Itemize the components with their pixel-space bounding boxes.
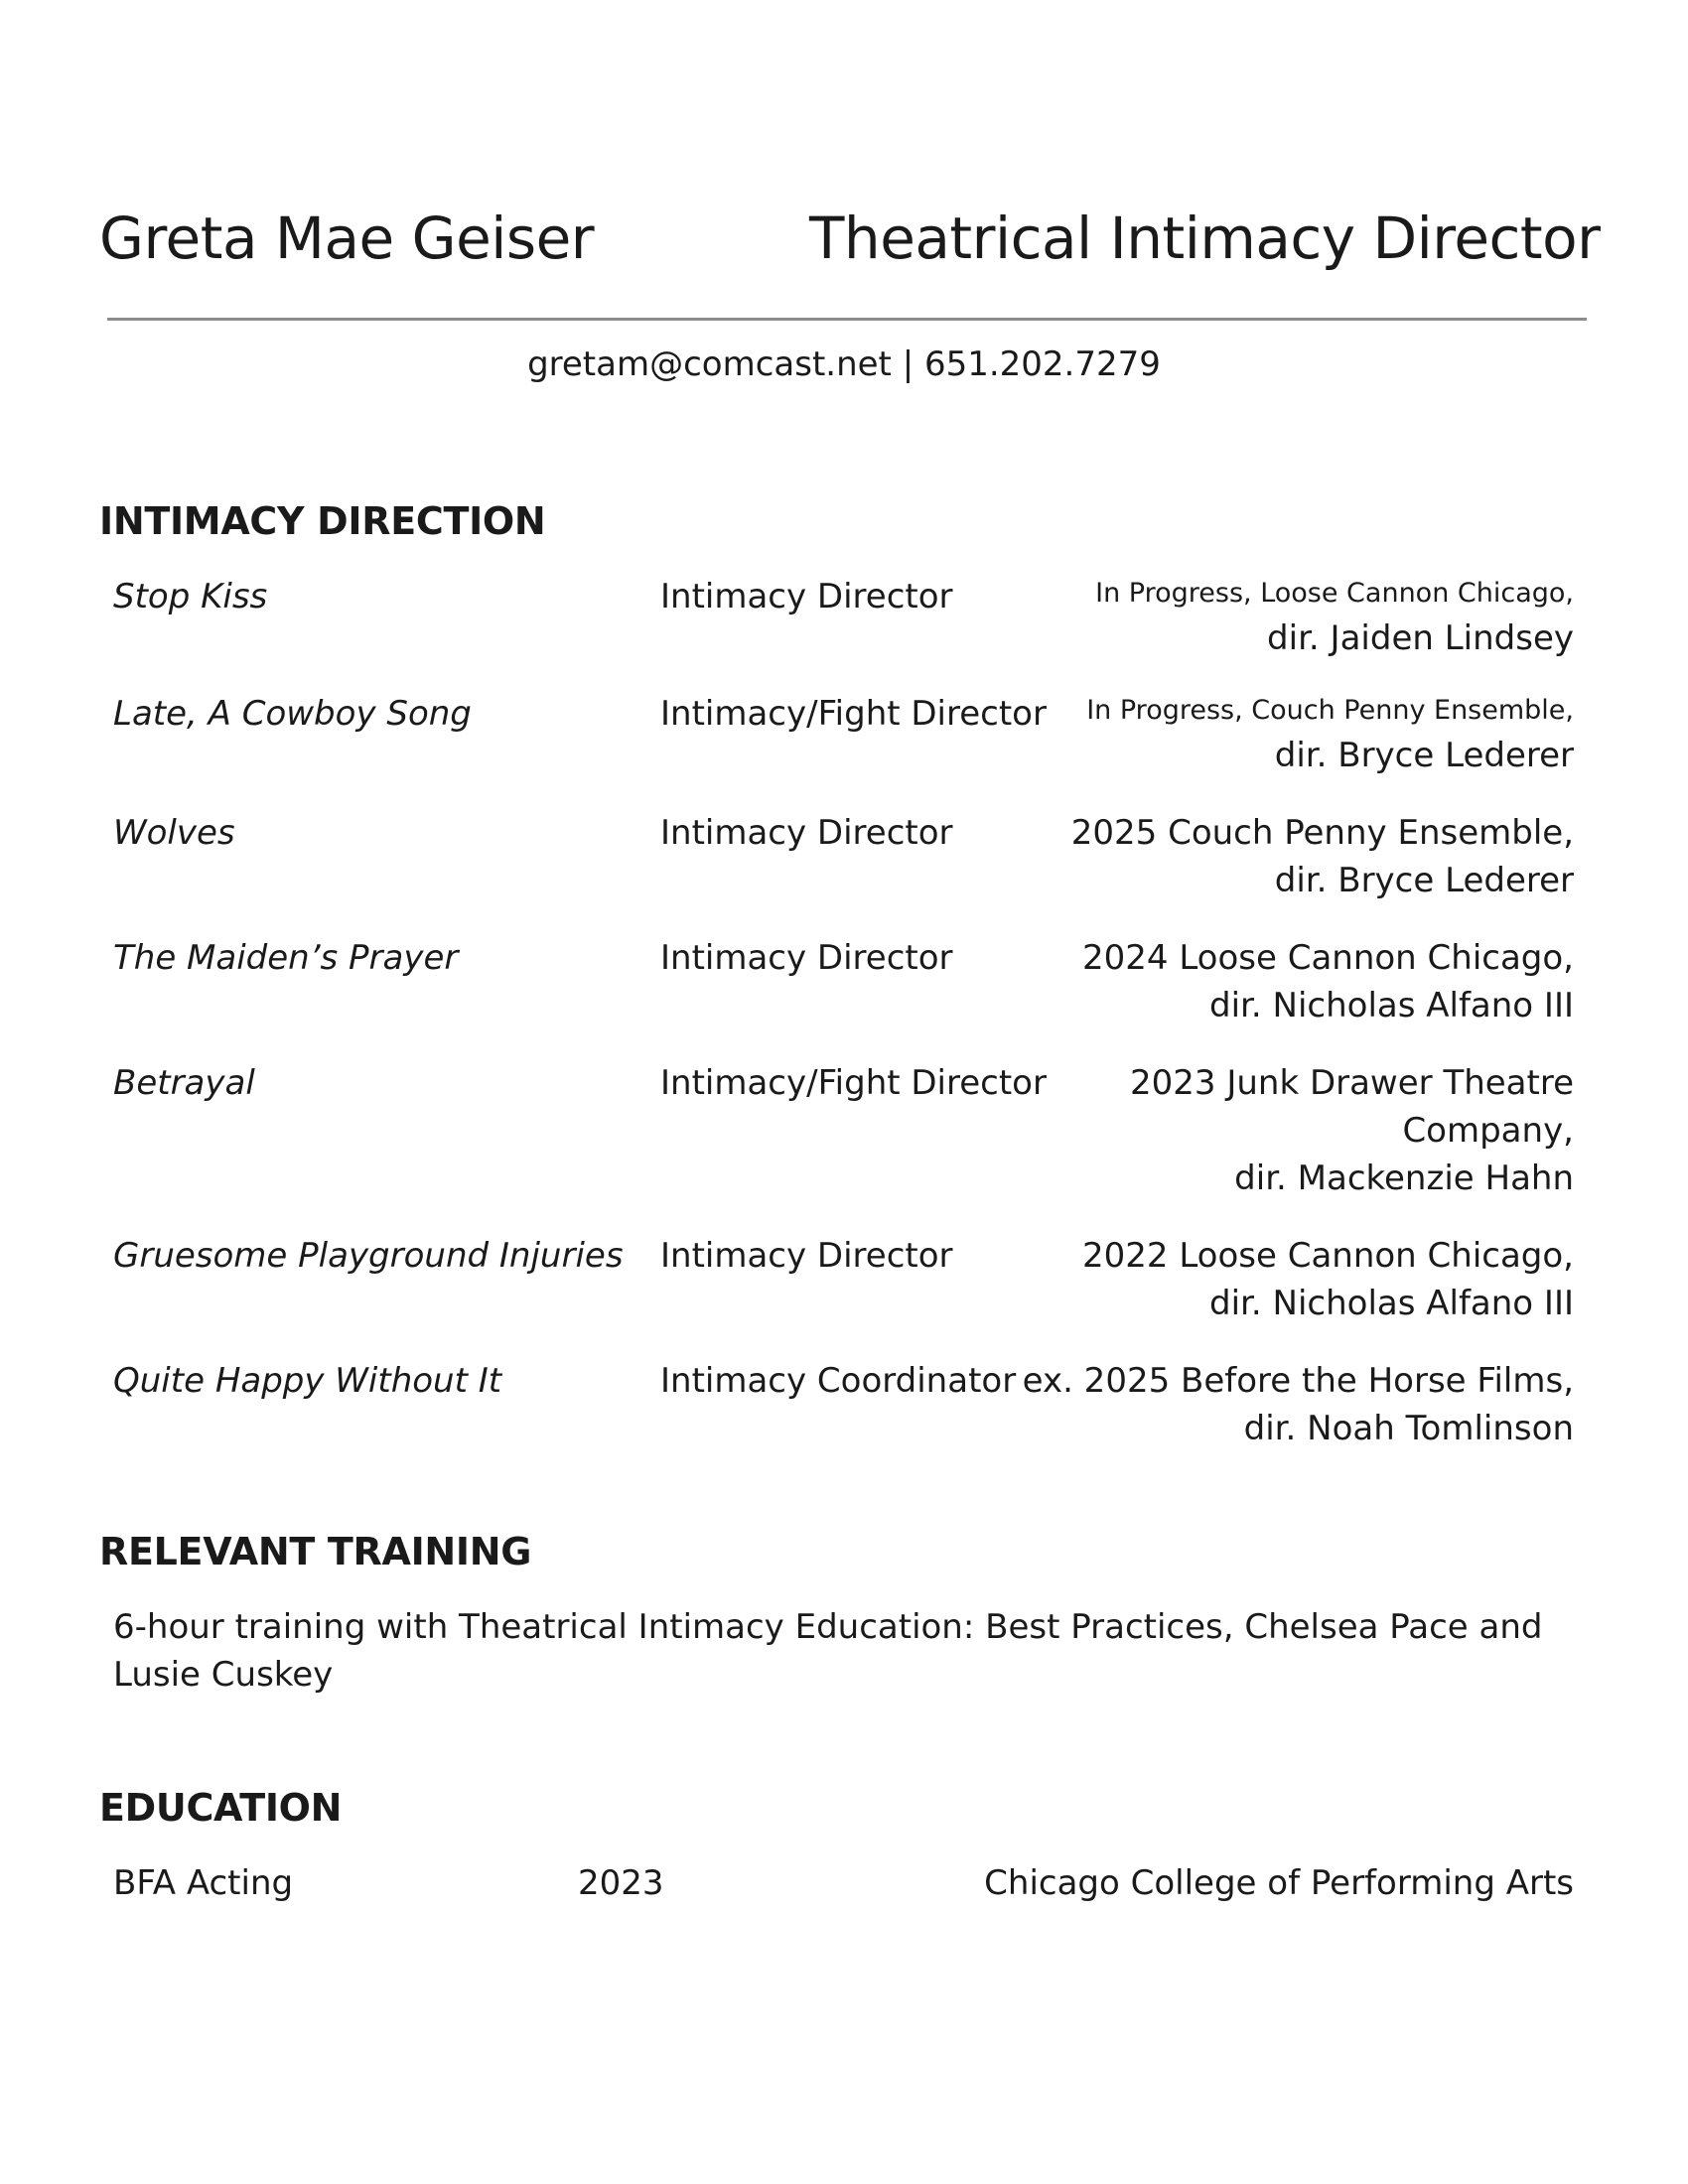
credit-role: Intimacy Director bbox=[660, 577, 953, 616]
credit-director-line: dir. Nicholas Alfano III bbox=[1209, 986, 1574, 1025]
credit-role: Intimacy Director bbox=[660, 1236, 953, 1276]
credit-title: Quite Happy Without It bbox=[113, 1361, 502, 1401]
credit-venue bbox=[1018, 1357, 1574, 1452]
credit-director-line: dir. Bryce Lederer bbox=[1274, 861, 1574, 900]
credit-title: Gruesome Playground Injuries bbox=[113, 1236, 624, 1276]
credit-role: Intimacy/Fight Director bbox=[660, 694, 1047, 734]
credit-venue-line: 2024 Loose Cannon Chicago, bbox=[1081, 938, 1574, 978]
credit-venue-line: In Progress, Loose Cannon Chicago, bbox=[1095, 578, 1574, 609]
training-entry: 6-hour training with Theatrical Intimacy Education: Best Practices, Chelsea Pace and Lusie Cuskey bbox=[113, 1607, 1543, 1695]
credit-role: Intimacy Director bbox=[660, 813, 953, 853]
education-degree: BFA Acting bbox=[113, 1863, 294, 1903]
credit-director-line: dir. Mackenzie Hahn bbox=[1234, 1159, 1574, 1198]
credit-title: Late, A Cowboy Song bbox=[113, 694, 472, 734]
credit-title: Betrayal bbox=[113, 1063, 255, 1103]
credit-title: The Maiden’s Prayer bbox=[113, 938, 459, 978]
credit-venue-line: Company, bbox=[1402, 1111, 1574, 1151]
credit-title: Stop Kiss bbox=[113, 577, 268, 616]
credit-role: Intimacy/Fight Director bbox=[660, 1063, 1047, 1103]
credit-director-line: dir. Jaiden Lindsey bbox=[1267, 618, 1574, 658]
credit-venue bbox=[1018, 1059, 1574, 1202]
credit-role: Intimacy Director bbox=[660, 938, 953, 978]
credit-venue-line: ex. 2025 Before the Horse Films, bbox=[1022, 1361, 1574, 1401]
education-school: Chicago College of Performing Arts bbox=[984, 1863, 1574, 1903]
credit-director-line: dir. Bryce Lederer bbox=[1274, 736, 1574, 775]
credit-venue bbox=[1018, 573, 1574, 662]
credit-venue bbox=[1018, 809, 1574, 904]
credit-venue bbox=[1018, 690, 1574, 779]
credit-role: Intimacy Coordinator bbox=[660, 1361, 1017, 1401]
credit-title: Wolves bbox=[113, 813, 235, 853]
credit-venue-line: 2025 Couch Penny Ensemble, bbox=[1070, 813, 1574, 853]
section-heading-intimacy-direction: INTIMACY DIRECTION bbox=[99, 499, 546, 543]
credit-venue-line: 2022 Loose Cannon Chicago, bbox=[1081, 1236, 1574, 1276]
education-year: 2023 bbox=[578, 1863, 664, 1903]
credit-venue bbox=[1018, 1232, 1574, 1327]
credit-director-line: dir. Nicholas Alfano III bbox=[1209, 1284, 1574, 1323]
section-heading-education: EDUCATION bbox=[99, 1786, 343, 1830]
credit-venue-line: In Progress, Couch Penny Ensemble, bbox=[1086, 695, 1574, 726]
resume-name: Greta Mae Geiser bbox=[99, 205, 595, 272]
contact-line: gretam@comcast.net | 651.202.7279 bbox=[527, 344, 1161, 384]
header-divider bbox=[107, 318, 1587, 321]
credit-director-line: dir. Noah Tomlinson bbox=[1243, 1409, 1574, 1448]
credit-venue bbox=[1018, 934, 1574, 1029]
resume-title: Theatrical Intimacy Director bbox=[809, 205, 1601, 272]
credit-venue-line: 2023 Junk Drawer Theatre bbox=[1129, 1063, 1574, 1103]
section-heading-relevant-training: RELEVANT TRAINING bbox=[99, 1530, 532, 1573]
